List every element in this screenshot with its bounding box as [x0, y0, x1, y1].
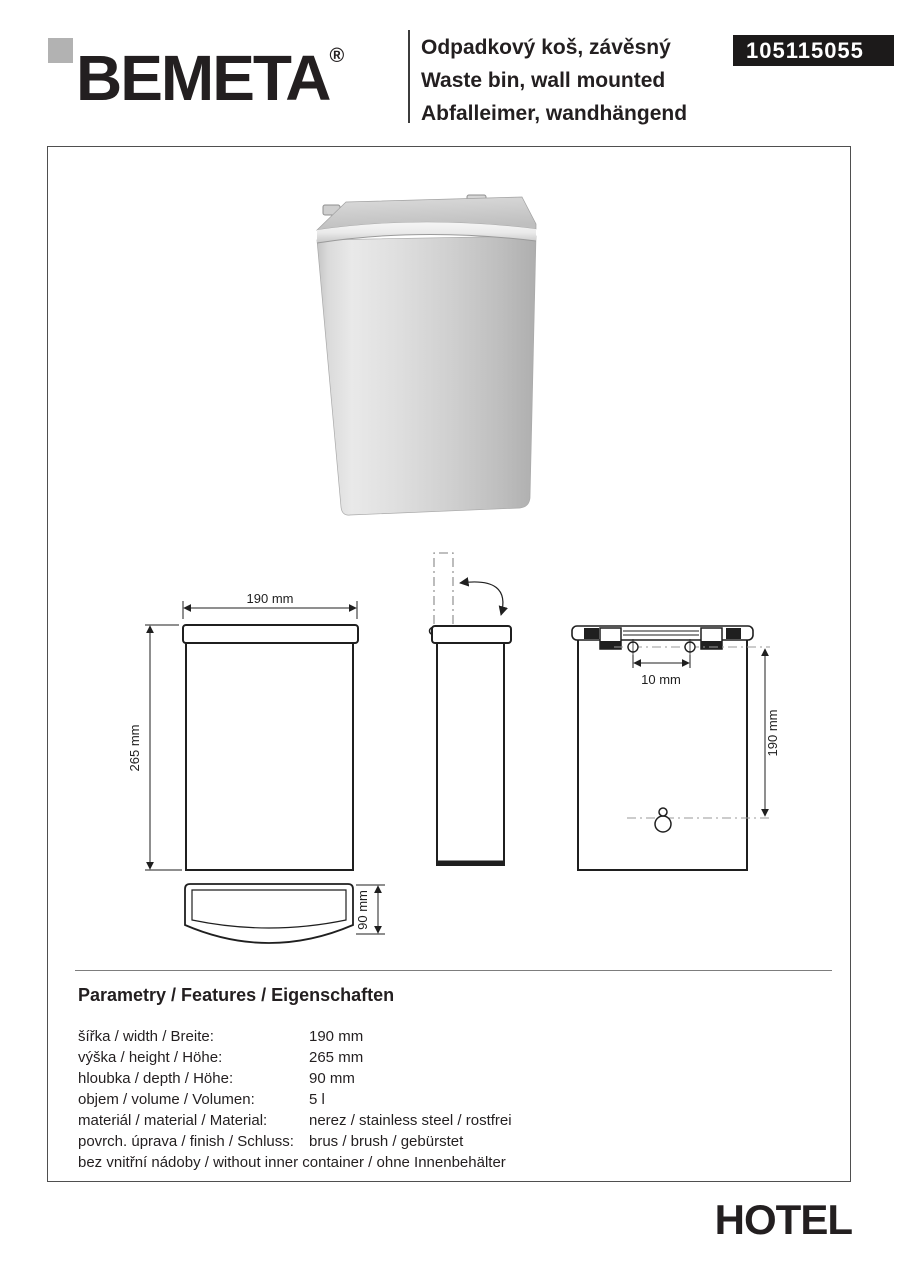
back-bracket-left	[584, 628, 599, 639]
side-view-drawing	[430, 553, 512, 865]
top-view-drawing	[185, 884, 385, 943]
parameter-row	[78, 1110, 798, 1131]
dim-label-height: 265 mm	[127, 724, 142, 772]
parameter-value: 90 mm	[309, 1070, 355, 1087]
parameter-value: 265 mm	[309, 1049, 364, 1066]
parameter-value: 190 mm	[309, 1028, 364, 1045]
brand-logo-text: BEMETA	[76, 42, 330, 114]
parameter-value: brus / brush / gebürstet	[309, 1133, 464, 1150]
waste-bin-photo	[317, 195, 536, 515]
parameter-row	[78, 1131, 798, 1152]
product-title-de: Abfalleimer, wandhängend	[421, 102, 688, 125]
parameter-label: šířka / width / Breite:	[78, 1028, 214, 1045]
open-lid-phantom-outline	[434, 553, 453, 624]
parameter-row	[78, 1089, 798, 1110]
parameter-row	[78, 1047, 798, 1068]
product-titles	[421, 31, 687, 130]
parameter-row	[78, 1026, 798, 1047]
collection-name: HOTEL	[714, 1196, 852, 1243]
technical-drawing	[0, 540, 905, 952]
dim-label-width: 190 mm	[246, 591, 294, 606]
registered-trademark-mark: ®	[329, 45, 345, 67]
dim-label-mount-height: 190 mm	[765, 709, 780, 757]
parameter-value: nerez / stainless steel / rostfrei	[309, 1112, 512, 1129]
back-rim-outline	[572, 626, 753, 640]
logo-square	[48, 38, 73, 63]
header-divider	[408, 30, 410, 123]
parameter-label: materiál / material / Material:	[78, 1112, 268, 1129]
product-title-cs: Odpadkový koš, závěsný	[421, 36, 671, 59]
product-code-badge: 105115055	[733, 35, 894, 66]
side-lid-outline	[432, 626, 511, 643]
parameter-label: povrch. úprava / finish / Schluss:	[78, 1133, 294, 1150]
side-body-outline	[437, 643, 504, 865]
parameters-table	[78, 1026, 798, 1173]
product-photo	[300, 185, 565, 530]
dim-label-depth: 90 mm	[355, 890, 370, 930]
photo-bin-body	[317, 236, 536, 515]
keyhole-slot	[655, 816, 671, 832]
parameter-label: bez vnitřní nádoby / without inner container / ohne Innenbehälter	[78, 1154, 506, 1171]
product-title-en: Waste bin, wall mounted	[421, 69, 666, 92]
parameters-separator	[75, 970, 832, 971]
front-lid-outline	[183, 625, 358, 643]
parameters-heading: Parametry / Features / Eigenschaften	[78, 985, 395, 1005]
front-body-outline	[186, 643, 353, 870]
parameter-value: 5 l	[309, 1091, 325, 1108]
top-view-outer-outline	[185, 884, 353, 943]
parameter-label: hloubka / depth / Höhe:	[78, 1070, 234, 1087]
parameter-row	[78, 1152, 798, 1173]
parameter-label: objem / volume / Volumen:	[78, 1091, 255, 1108]
parameter-row	[78, 1068, 798, 1089]
brand-logo	[76, 24, 345, 114]
dim-label-hole-spacing: 10 mm	[641, 672, 681, 687]
back-bracket-right	[726, 628, 741, 639]
back-view-drawing	[572, 626, 780, 870]
front-view-drawing	[127, 591, 358, 870]
lid-opening-arrow	[460, 582, 503, 615]
parameter-label: výška / height / Höhe:	[78, 1049, 223, 1066]
